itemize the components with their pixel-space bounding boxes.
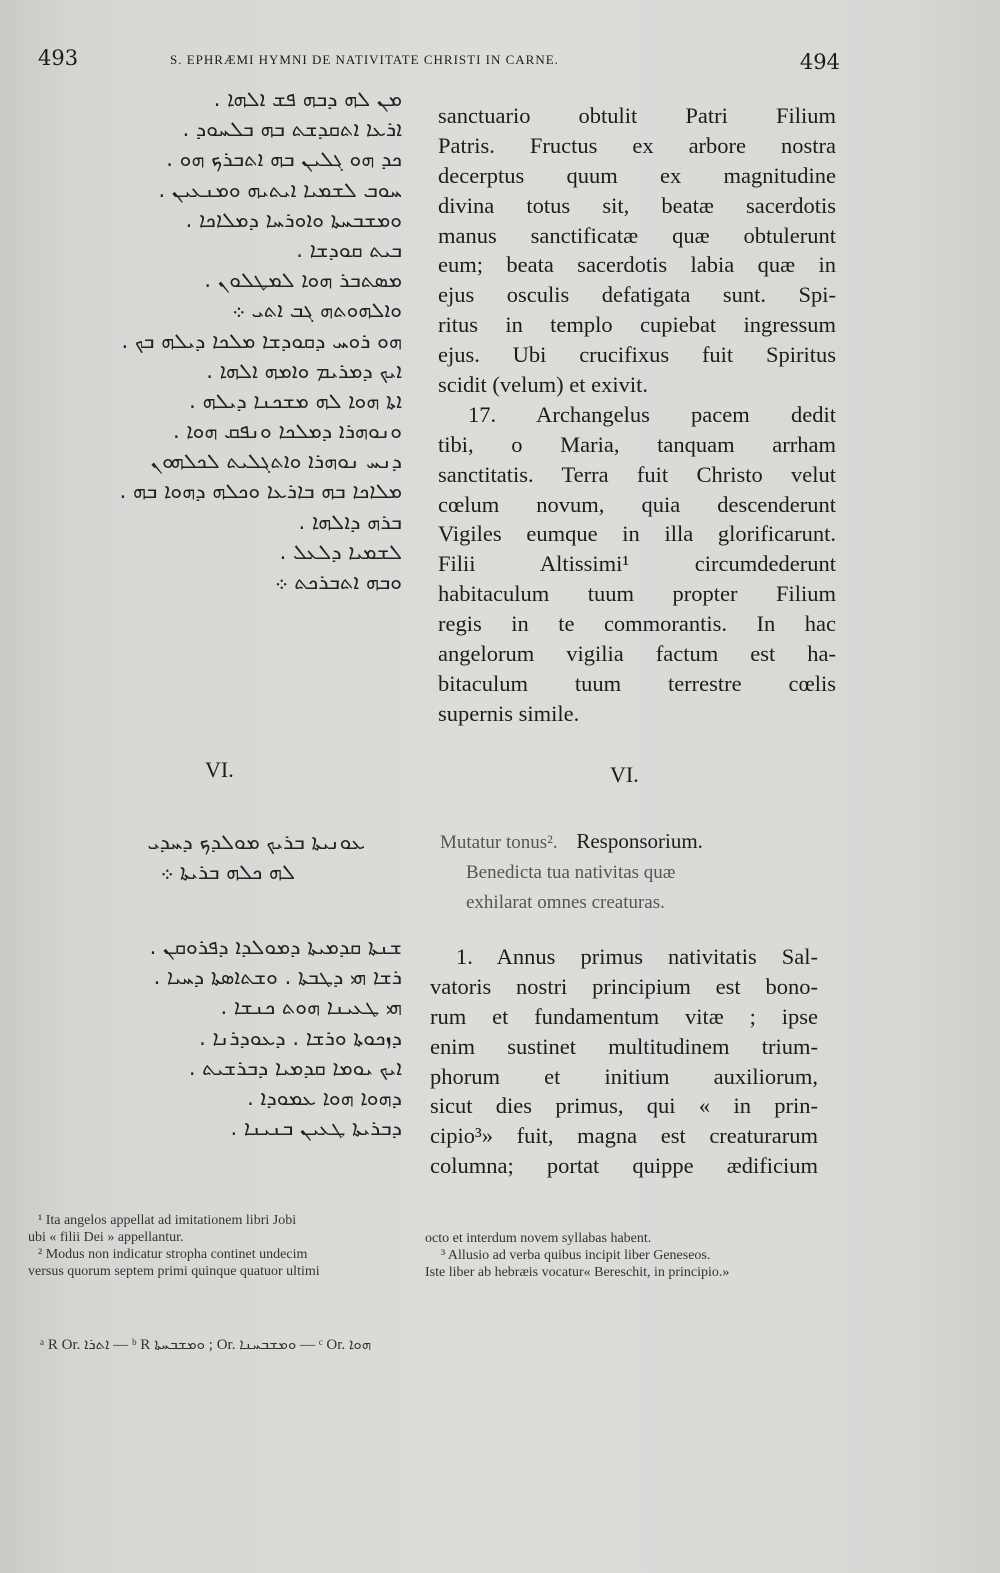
syriac-line: ܡܣܬܒܪ ܗܘܐ ܠܡܛܠܘܢ . [204,268,402,293]
latin-text-top [438,101,836,729]
latin-line: Filii Altissimi¹ circumdederunt [438,551,836,577]
syriac-refrain [40,827,365,887]
syriac-line: ܐܬܐ ܗܘܐ ܠܗ ܡܫܟܢܐ ܕܝܠܗ . [189,388,402,413]
footnote-line: ² Modus non indicatur stropha continet undecim [38,1247,308,1262]
tonus-note: Mutatur tonus². [440,832,558,853]
syriac-line: ܐܪܥܐ ܐܬܩܕܫܬ ܒܗ ܒܠܚܘܕ . [182,117,402,142]
syriac-line: ܘܐܠܗܘܬܗ ܓܒ ܐܬܝ ܀ [232,298,402,323]
latin-line: rum et fundamentum vitæ ; ipse [430,1003,818,1029]
latin-text-bottom [430,942,818,1181]
footnote-line: ¹ Ita angelos appellat ad imitationem libri Jobi [38,1213,297,1228]
latin-line: phorum et initium auxiliorum, [430,1063,818,1089]
syriac-line: ܗܘ ܪܘܚ ܕܩܘܕܫܐ ܡܠܟܐ ܕܝܠܗ ܒܟ . [121,328,402,353]
latin-line: enim sustinet multitudinem trium- [430,1033,818,1059]
footnote-line: ubi « filii Dei » appellantur. [28,1230,184,1245]
latin-line: cœlum novum, quia descenderunt [438,491,836,517]
syriac-line: ܘܡܫܒܚܬܐ ܘܐܘܪܚܐ ܕܡܠܐܟܐ . [185,207,402,232]
latin-line: 1. Annus primus nativitatis Sal- [456,944,818,969]
syriac-line: ܗܝ ܛܥܝܢܐ ܗܘܬ ܟܢܫܐ . [220,995,402,1020]
syriac-text-bottom [40,932,402,1143]
latin-line: Vigiles eumque in illa glorificarunt. [438,521,836,547]
latin-line: decerptus quum ex magnitudine [438,162,836,188]
footnote-line: ³ Allusio ad verba quibus incipit liber Geneseos. [441,1248,711,1263]
syriac-line: ܕܙܟܘܬܐ ܘܪܫܐ . ܕܥܘܕܪܢܐ . [199,1025,402,1050]
footnote-line: octo et interdum novem syllabas habent. [425,1231,652,1246]
syriac-line: ܕܗܘܐ ܗܘܐ ܥܡܘܕܐ . [247,1085,402,1110]
syriac-line: ܪܫܐ ܗܝ ܕܛܒܬܐ . ܘܫܬܐܣܬܐ ܕܚܝܐ . [153,965,402,990]
latin-line: ejus osculis defatigata sunt. Spi- [438,282,836,308]
latin-line: supernis simile. [438,700,580,726]
latin-line: bitaculum tuum terrestre cœlis [438,670,836,696]
syriac-line: ܟܕ ܗܘ ܓܠܝܢ ܒܗ ܐܬܒܪܟ ܗܘ . [166,147,402,172]
footnotes-right [425,1230,825,1281]
latin-line: divina totus sit, beatæ sacerdotis [438,192,836,218]
syriac-line: ܥܘܢܝܬܐ ܒܪܝܟ ܡܘܠܕܟ ܕܚܕܝ [147,830,365,854]
latin-line: cipio³» fuit, magna est creaturarum [430,1123,818,1149]
latin-line: vatoris nostri principium est bono- [430,973,818,999]
syriac-line: ܒܝܬ ܩܘܕܫܐ . [296,237,402,262]
latin-line: sanctuario obtulit Patri Filium [438,103,836,128]
syriac-line: ܡܠܐܟܐ ܒܗ ܒܐܪܥܐ ܘܟܠܗ ܕܗܘܐ ܒܗ . [119,479,402,504]
latin-line: ejus. Ubi crucifixus fuit Spiritus [438,342,836,368]
footnotes-left [28,1212,398,1280]
latin-line: 17. Archangelus pacem dedit [468,401,836,427]
syriac-line: ܕܢܚ ܢܘܗܪܐ ܘܐܬܓܠܝܬ ܠܟܠܗܘܢ [150,449,402,474]
variant-readings: ᵃ R Or. ܐܬܪܐ — ᵇ R ܘܡܫܒܚܬܐ ; Or. ܘܡܫܒܚܢܐ — ᶜ Or. ܗܘܐ [40,1337,372,1353]
latin-line: tibi, o Maria, tanquam arrham [438,431,836,457]
running-title: S. EPHRÆMI HYMNI DE NATIVITATE CHRISTI IN CARNE. [170,52,559,67]
latin-line: sanctitatis. Terra fuit Christo velut [438,461,836,487]
footnote-line: versus quorum septem primi quinque quatuor ultimi [28,1264,320,1279]
syriac-line: ܐܝܟ ܕܡܪܝܡ ܘܐܡܗ ܐܠܗܐ . [206,358,402,383]
syriac-line: ܠܫܡܝܐ ܕܠܥܠ . [279,539,402,564]
syriac-line: ܠܗ ܟܠܗ ܒܪܝܬܐ ܀ [160,860,295,885]
latin-line: sicut dies primus, qui « in prin- [430,1093,818,1119]
syriac-line: ܘܒܗ ܐܬܒܪܟܬ ܀ [274,570,402,594]
latin-line: columna; portat quippe ædificium [430,1153,818,1179]
section-heading-right: VI. [610,762,639,787]
responsorium-label: Responsorium. [576,829,703,853]
syriac-line: ܡܢ ܠܗ ܕܒܗ ܦܫ ܐܠܗܐ . [213,87,402,111]
latin-line: Patris. Fructus ex arbore nostra [438,132,836,158]
syriac-line: ܚܘܒ ܠܫܡܝܐ ܐܝܬܝܗ ܘܡܢܥܝܢ . [158,177,402,202]
latin-line: manus sanctificatæ quæ obtulerunt [438,222,836,248]
syriac-text-top [40,84,402,597]
latin-line: angelorum vigilia factum est ha- [438,641,836,667]
latin-line: ritus in templo cupiebat ingressum [438,312,836,338]
syriac-line: ܐܝܟ ܝܘܡܐ ܩܕܡܝܐ ܕܒܪܫܝܬ . [188,1055,402,1080]
syriac-line: ܘܢܘܗܪܐ ܕܡܠܟܐ ܘܢܦܩ ܗܘܐ . [172,419,402,444]
responsorium-heading [438,826,703,918]
page-number-left: 493 [38,46,79,70]
latin-line: regis in te commorantis. In hac [438,611,836,637]
footnote-line: Iste liber ab hebræis vocatur« Bereschit, in principio.» [425,1265,730,1280]
section-heading-left: VI. [205,757,234,782]
syriac-line: ܕܒܪܝܬܐ ܛܥܝܢ ܒܢܝܢܐ . [230,1116,402,1141]
refrain-translation-line: exhilarat omnes creaturas. [466,892,665,913]
latin-line: eum; beata sacerdotis labia quæ in [438,252,836,278]
latin-line: habitaculum tuum propter Filium [438,581,836,607]
refrain-translation-line: Benedicta tua nativitas quæ [466,862,676,883]
page-header [0,46,1000,76]
syriac-line: ܒܪܗ ܕܐܠܗܐ . [298,509,402,534]
latin-line: scidit (velum) et exivit. [438,372,648,398]
syriac-line: ܫܢܬܐ ܩܕܡܝܬܐ ܕܡܘܠܕܐ ܕܦܪܘܩܢ . [149,935,402,959]
page-number-right: 494 [799,50,840,74]
